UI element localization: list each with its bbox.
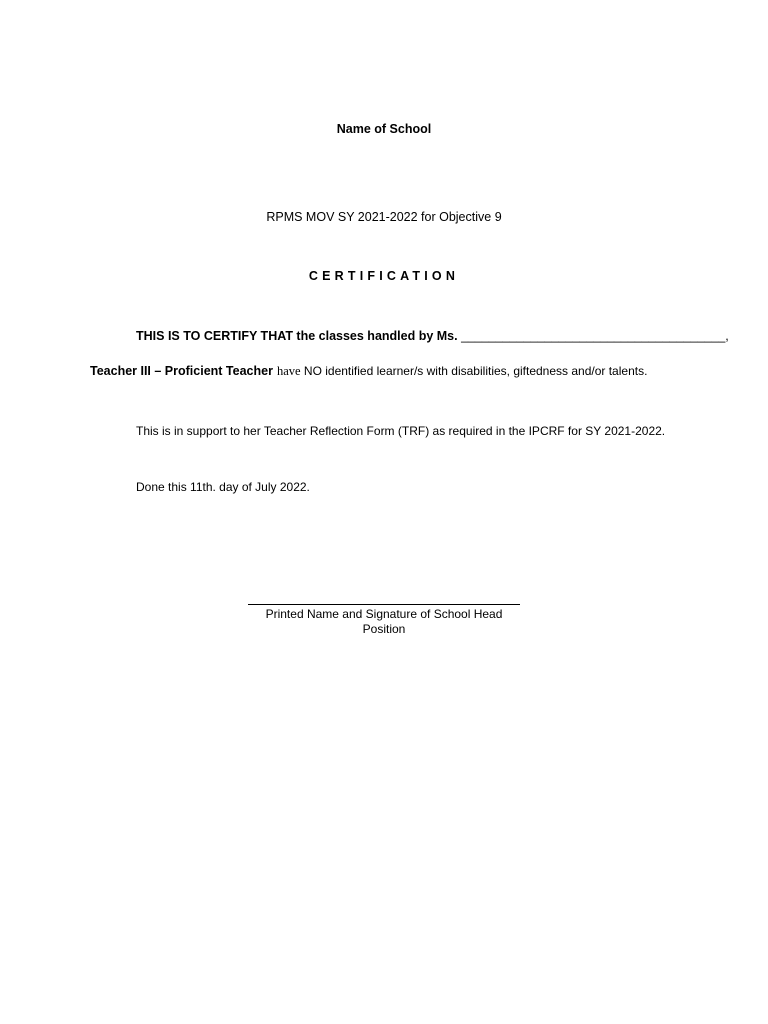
have-word: have (276, 364, 301, 378)
teacher-line (90, 362, 647, 380)
signature-name-label: Printed Name and Signature of School Head (265, 607, 503, 621)
document-subtitle: RPMS MOV SY 2021-2022 for Objective 9 (266, 210, 502, 224)
certify-rest: NO identified learner/s with disabilities, giftedness and/or talents. (300, 364, 648, 378)
done-paragraph: Done this 11th. day of July 2022. (136, 480, 310, 494)
support-paragraph: This is in support to her Teacher Reflection Form (TRF) as required in the IPCRF for SY 2021-2022. (136, 424, 666, 438)
signature-line (248, 604, 520, 605)
school-name: Name of School (336, 122, 432, 136)
certification-heading: CERTIFICATION (308, 269, 460, 283)
certify-line (136, 329, 729, 343)
name-blank: ______________________________________, (461, 329, 729, 343)
teacher-role: Teacher III – Proficient Teacher (90, 364, 273, 378)
certify-lead: THIS IS TO CERTIFY THAT the classes handled by Ms. (136, 329, 458, 343)
signature-position-label: Position (362, 622, 406, 636)
